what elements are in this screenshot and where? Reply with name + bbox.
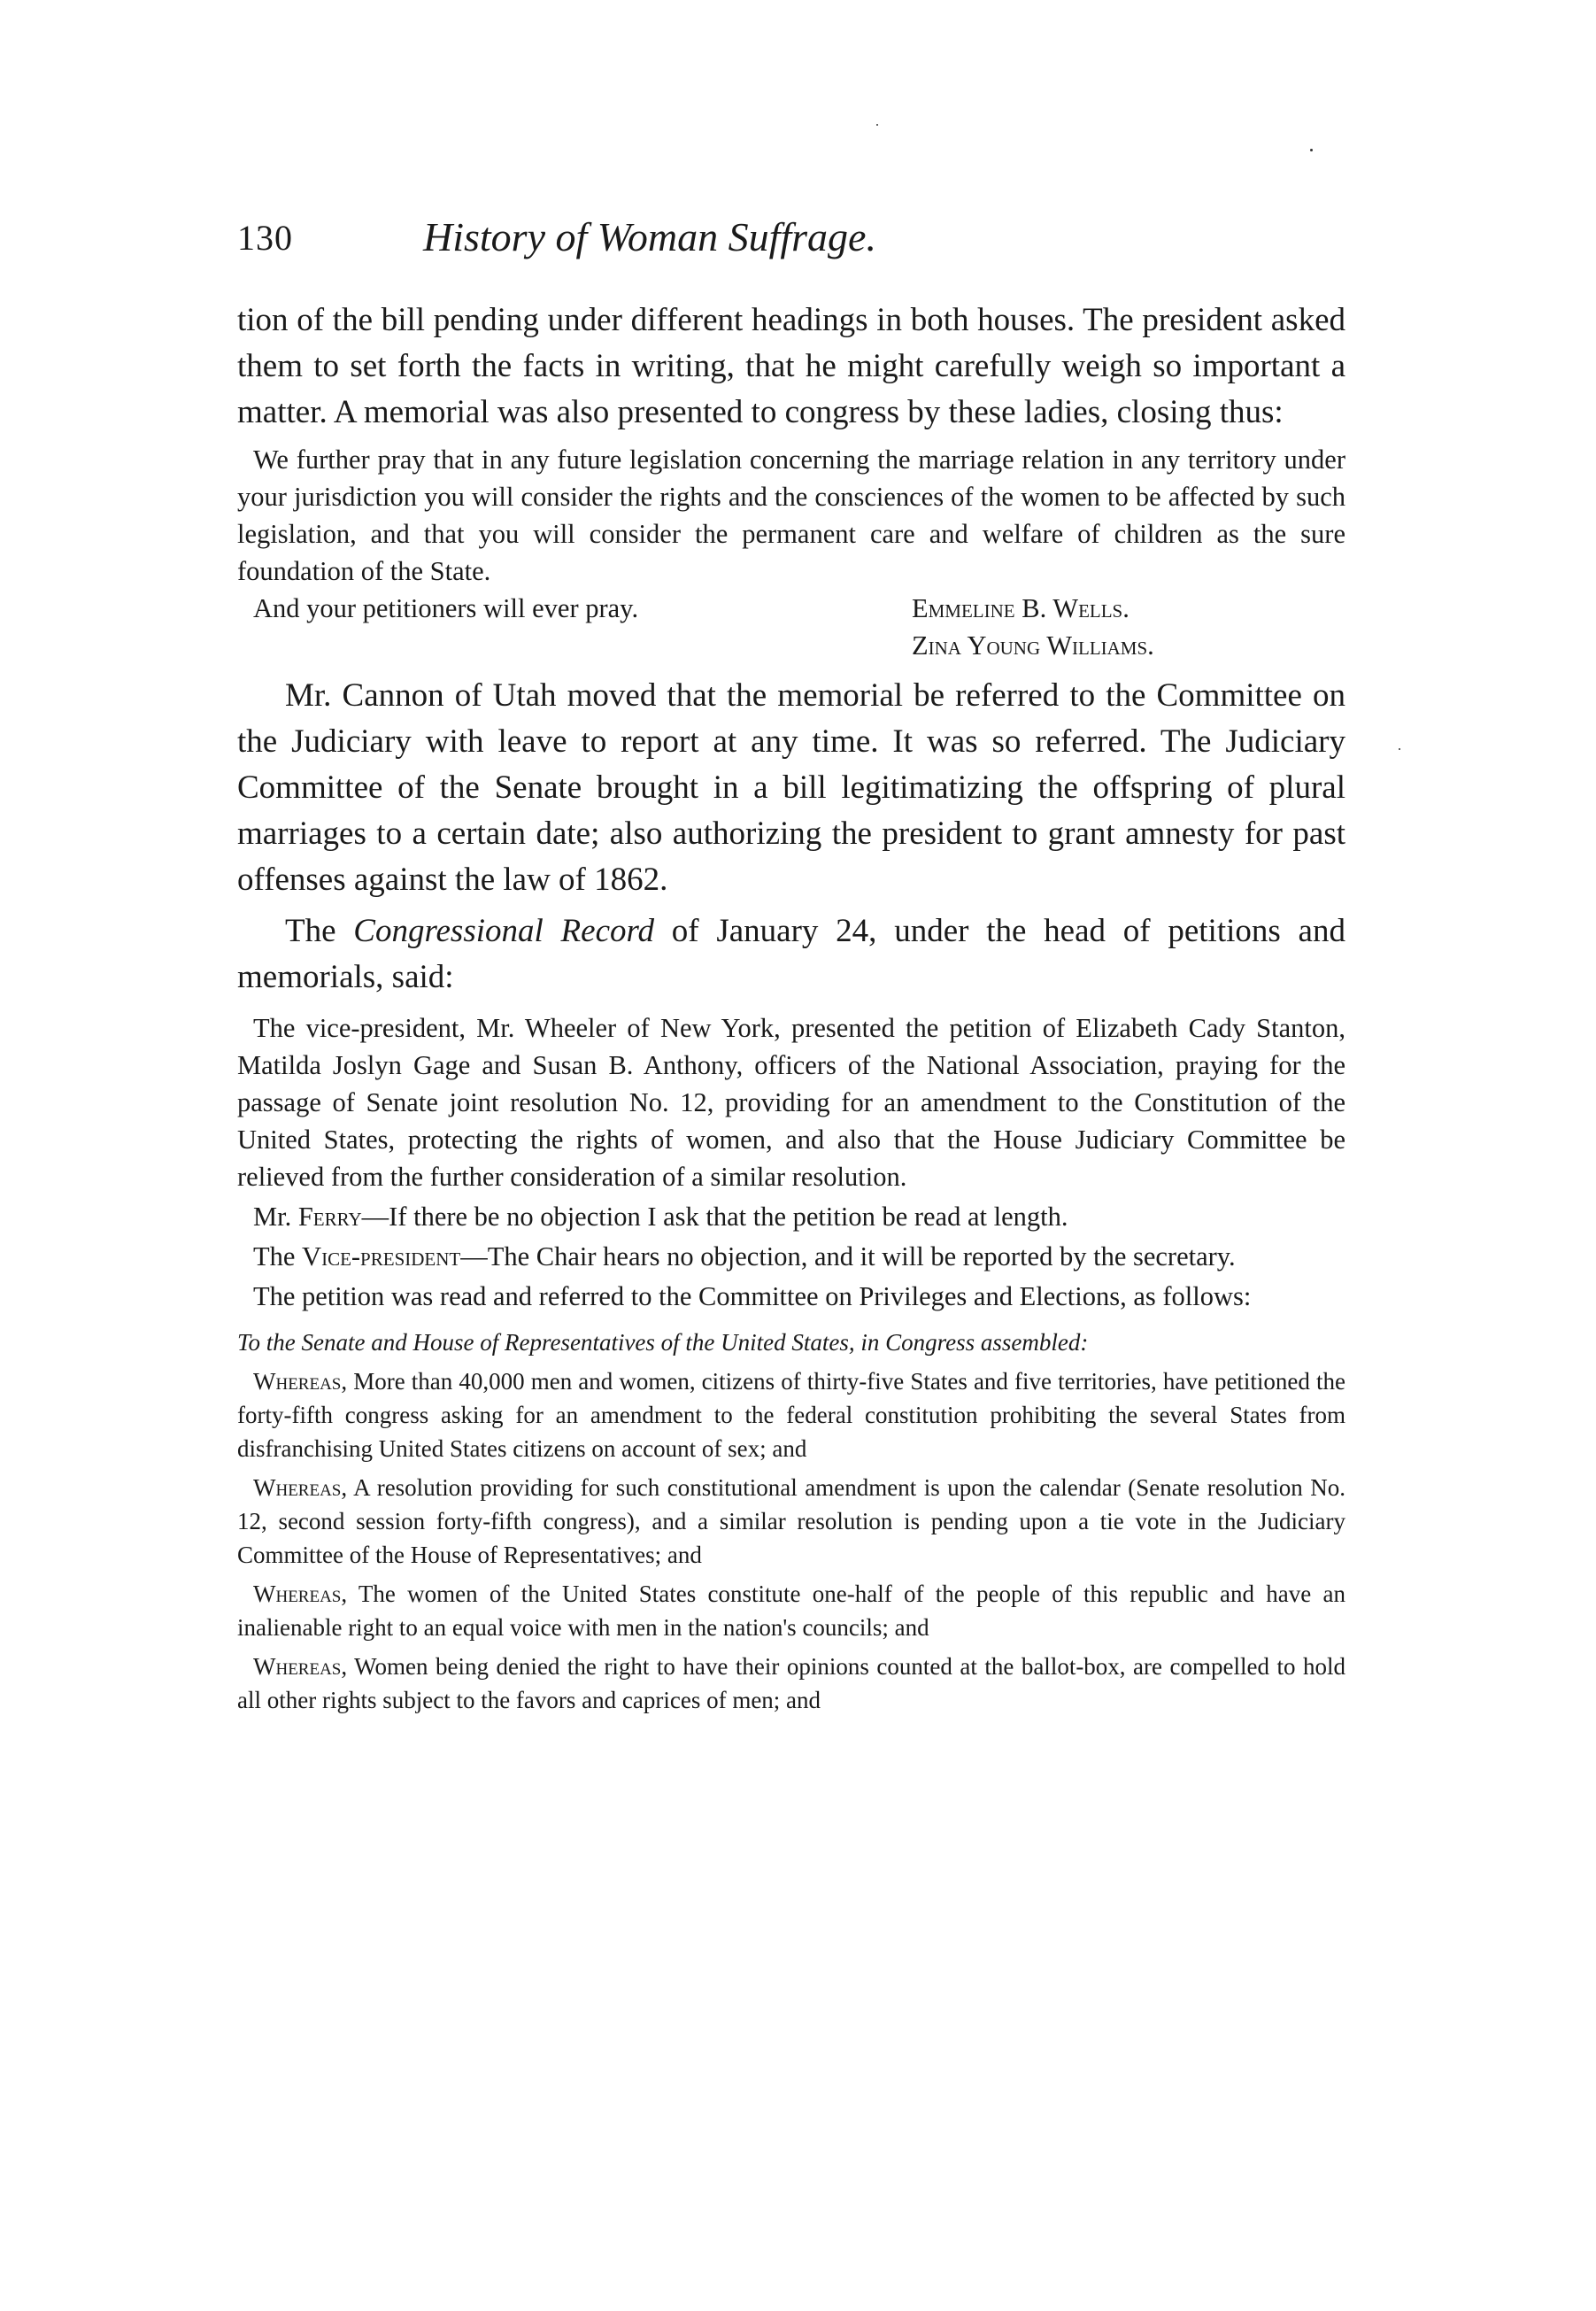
text: The	[253, 1241, 303, 1271]
congressional-record-excerpt	[237, 1009, 1345, 1717]
record-ferry	[237, 1198, 1345, 1235]
record-vp-presentation: The vice-president, Mr. Wheeler of New York, presented the petition of Elizabeth Cady Stanton, Matilda Joslyn Gage and Susan B. Anthony, officers of the National Association, praying for the passage of Senate joint resolution No. 12, providing for an amendment to the Constitution of the United States, protecting the rights of women, and also that the House Judiciary Committee be relieved from the further consideration of a similar resolution.	[237, 1013, 1345, 1192]
scan-speck	[1310, 149, 1313, 151]
scan-speck	[1399, 748, 1400, 750]
speaker-name: Ferry	[297, 1202, 362, 1232]
whereas-label: Whereas,	[253, 1474, 348, 1501]
clause-text: A resolution providing for such constitutional amendment is upon the calendar (Senate resolution No. 12, second session forty-fifth congress), and a similar resolution is pending upon a tie vote in the Judiciary Committee of the House of Representatives; and	[237, 1474, 1345, 1568]
whereas-label: Whereas,	[253, 1653, 348, 1680]
whereas-clause	[237, 1364, 1345, 1465]
whereas-label: Whereas,	[253, 1581, 348, 1607]
whereas-label: Whereas,	[253, 1368, 348, 1395]
clause-text: Women being denied the right to have their opinions counted at the ballot-box, are compelled to hold all other rights subject to the favors and caprices of men; and	[237, 1653, 1345, 1713]
petition	[237, 1326, 1345, 1717]
record-referral: The petition was read and referred to the Committee on Privileges and Elections, as follows:	[253, 1281, 1252, 1311]
memorial-signature-block	[237, 590, 1345, 664]
running-head	[237, 214, 1345, 270]
page-number: 130	[237, 218, 293, 258]
memorial-closing: And your petitioners will ever pray.	[253, 593, 639, 623]
text: The	[285, 913, 354, 949]
record-vice-president	[237, 1238, 1345, 1275]
clause-text: The women of the United States constitute one-half of the people of this republic and have an inalienable right to an equal voice with men in the nation's councils; and	[237, 1581, 1345, 1641]
signatory: Emmeline B. Wells.	[912, 593, 1130, 623]
whereas-clause	[237, 1577, 1345, 1644]
text: Mr.	[253, 1202, 298, 1232]
text: —If there be no objection I ask that the petition be read at length.	[361, 1202, 1068, 1232]
text: —The Chair hears no objection, and it will be reported by the secretary.	[460, 1241, 1236, 1271]
signatories	[912, 590, 1154, 664]
paragraph-congressional-record	[237, 908, 1345, 1001]
publication-title: Congressional Record	[353, 913, 655, 949]
speaker-name: Vice-president	[302, 1241, 461, 1271]
whereas-clause	[237, 1471, 1345, 1572]
running-title: History of Woman Suffrage.	[423, 214, 876, 259]
text: of January 24, under the head of petitions and memorials, said:	[237, 913, 1345, 995]
paragraph-cannon-motion: Mr. Cannon of Utah moved that the memorial be referred to the Committee on the Judiciary with leave to report at any time. It was so referred. The Judiciary Committee of the Senate brought in a bill legitimatizing the offspring of plural marriages to a certain date; also authorizing the president to grant amnesty for past offenses against the law of 1862.	[237, 677, 1345, 898]
clause-text: More than 40,000 men and women, citizens of thirty-five States and five territories, have petitioned the forty-fifth congress asking for an amendment to the federal constitution prohibiting the several States from disfranchising United States citizens on account of sex; and	[237, 1368, 1345, 1462]
signatory: Zina Young Williams.	[912, 630, 1154, 661]
petition-address: To the Senate and House of Representatives of the United States, in Congress assembled:	[237, 1329, 1089, 1356]
scan-speck	[876, 124, 878, 126]
page-body	[237, 298, 1345, 1717]
memorial-quote: We further pray that in any future legislation concerning the marriage relation in any territory under your jurisdiction you will consider the rights and the consciences of the women to be affected by such legislation, and that you will consider the permanent care and welfare of children as the sure foundation of the State.	[237, 444, 1345, 586]
paragraph-continuation: tion of the bill pending under different headings in both houses. The president asked them to set forth the facts in writing, that he might carefully weigh so important a matter. A memorial was also presented to congress by these ladies, closing thus:	[237, 302, 1345, 430]
whereas-clause	[237, 1650, 1345, 1717]
